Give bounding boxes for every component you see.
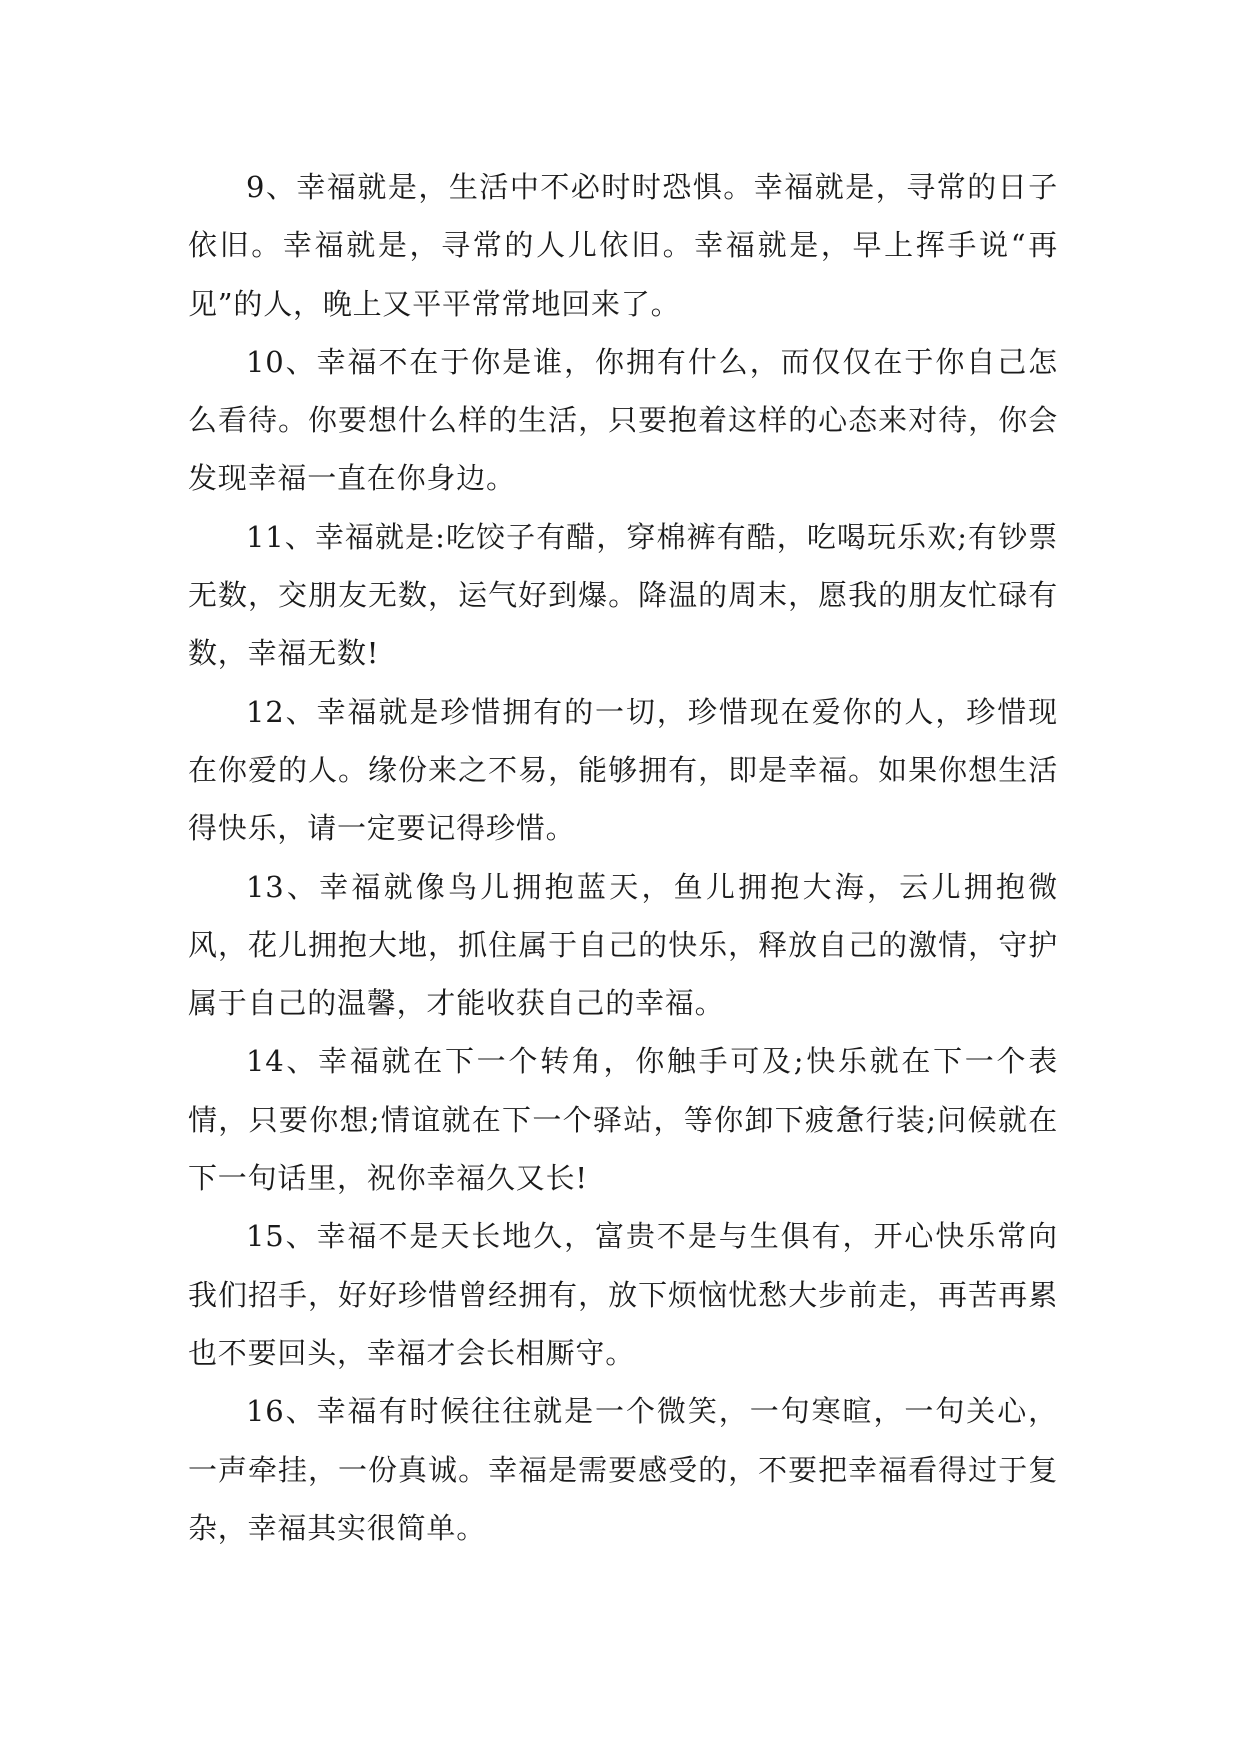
paragraph-14: 14、幸福就在下一个转角，你触手可及;快乐就在下一个表情，只要你想;情谊就在下一个驿站，等你卸下疲惫行装;问候就在下一句话里，祝你幸福久又长!	[188, 1044, 1058, 1196]
paragraph-10: 10、幸福不在于你是谁，你拥有什么，而仅仅在于你自己怎么看待。你要想什么样的生活，只要抱着这样的心态来对待，你会发现幸福一直在你身边。	[188, 344, 1058, 496]
paragraph-13: 13、幸福就像鸟儿拥抱蓝天，鱼儿拥抱大海，云儿拥抱微风，花儿拥抱大地，抓住属于自己的快乐，释放自己的激情，守护属于自己的温馨，才能收获自己的幸福。	[188, 869, 1058, 1021]
paragraph-11: 11、幸福就是:吃饺子有醋，穿棉裤有酷，吃喝玩乐欢;有钞票无数，交朋友无数，运气好到爆。降温的周末，愿我的朋友忙碌有数，幸福无数!	[188, 519, 1058, 671]
document-body	[188, 158, 1058, 1557]
paragraph-9: 9、幸福就是，生活中不必时时恐惧。幸福就是，寻常的日子依旧。幸福就是，寻常的人儿依旧。幸福就是，早上挥手说“再见”的人，晚上又平平常常地回来了。	[188, 170, 1058, 321]
paragraph-15: 15、幸福不是天长地久，富贵不是与生俱有，开心快乐常向我们招手，好好珍惜曾经拥有，放下烦恼忧愁大步前走，再苦再累也不要回头，幸福才会长相厮守。	[188, 1219, 1058, 1370]
paragraph-16: 16、幸福有时候往往就是一个微笑，一句寒暄，一句关心，一声牵挂，一份真诚。幸福是需要感受的，不要把幸福看得过于复杂，幸福其实很简单。	[188, 1394, 1058, 1545]
paragraph-12: 12、幸福就是珍惜拥有的一切，珍惜现在爱你的人，珍惜现在你爱的人。缘份来之不易，能够拥有，即是幸福。如果你想生活得快乐，请一定要记得珍惜。	[188, 694, 1058, 846]
